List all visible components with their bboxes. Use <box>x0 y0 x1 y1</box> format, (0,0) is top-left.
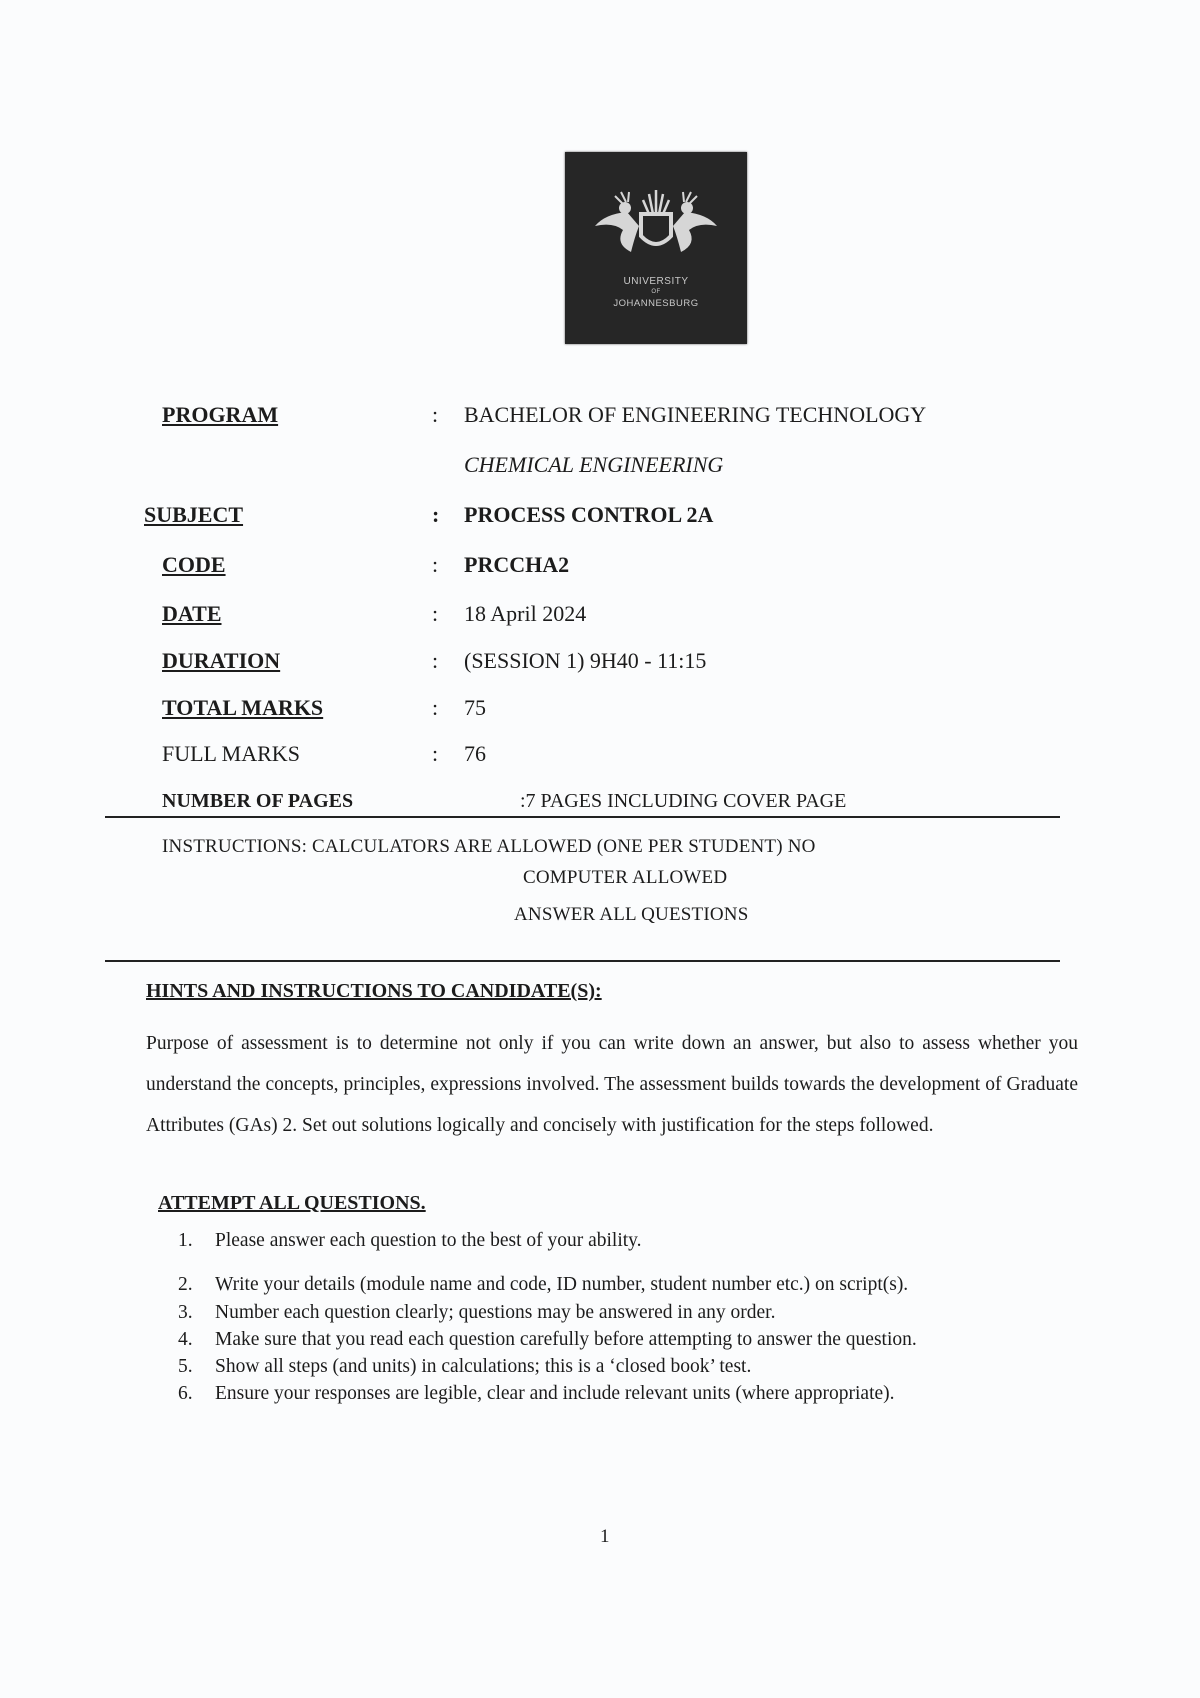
code-row <box>0 550 1200 580</box>
list-item: 5. Show all steps (and units) in calculations; this is a ‘closed book’ test. <box>178 1356 752 1377</box>
list-item: 6. Ensure your responses are legible, clear and include relevant units (where appropriate). <box>178 1383 895 1404</box>
total-marks-value: 75 <box>464 695 486 720</box>
hints-heading: HINTS AND INSTRUCTIONS TO CANDIDATE(S): <box>146 980 602 1002</box>
full-marks-label: FULL MARKS <box>162 741 300 766</box>
duration-value: (SESSION 1) 9H40 - 11:15 <box>464 648 707 673</box>
duration-row <box>0 646 1200 676</box>
colon: : <box>432 402 439 427</box>
colon: : <box>432 741 439 766</box>
subject-row <box>0 500 1200 530</box>
colon: : <box>432 502 440 527</box>
attempt-heading: ATTEMPT ALL QUESTIONS. <box>158 1192 426 1214</box>
full-marks-value: 76 <box>464 741 486 766</box>
logo-text-line1: UNIVERSITY <box>623 276 689 287</box>
divider-bottom <box>105 960 1060 962</box>
hints-paragraph: Purpose of assessment is to determine not only if you can write down an answer, but also to assess whether you understand the concepts, principles, expressions involved. The assessment builds towards the development of Graduate Attributes (GAs) 2. Set out solutions logically and concisely with justification for the steps followed. <box>146 1033 1078 1136</box>
program-label: PROGRAM <box>162 402 279 427</box>
colon: : <box>432 648 439 673</box>
page-number: 1 <box>600 1526 610 1547</box>
university-crest-icon <box>565 152 747 344</box>
full-marks-row <box>0 739 1200 769</box>
pages-value: :7 PAGES INCLUDING COVER PAGE <box>520 790 847 812</box>
list-item: 1. Please answer each question to the best of your ability. <box>178 1230 642 1251</box>
program-row <box>0 400 1200 430</box>
code-label: CODE <box>162 552 226 577</box>
divider-top <box>105 816 1060 818</box>
instructions-line3: ANSWER ALL QUESTIONS <box>514 904 749 925</box>
instructions-line2: COMPUTER ALLOWED <box>523 867 728 888</box>
colon: : <box>432 695 439 720</box>
instructions-line1: INSTRUCTIONS: CALCULATORS ARE ALLOWED (ONE PER STUDENT) NO <box>162 836 816 857</box>
date-row <box>0 599 1200 629</box>
list-item: 2. Write your details (module name and code, ID number, student number etc.) on script(s). <box>178 1274 909 1295</box>
program-value: BACHELOR OF ENGINEERING TECHNOLOGY <box>464 402 927 427</box>
list-item: 3. Number each question clearly; questions may be answered in any order. <box>178 1302 776 1323</box>
date-label: DATE <box>162 601 222 626</box>
colon: : <box>432 601 439 626</box>
colon: : <box>432 552 439 577</box>
total-marks-row <box>0 693 1200 723</box>
logo-text-line2: OF <box>651 289 661 295</box>
date-value: 18 April 2024 <box>464 601 587 626</box>
total-marks-label: TOTAL MARKS <box>162 695 324 720</box>
logo-text-line3: JOHANNESBURG <box>613 298 699 309</box>
subject-value: PROCESS CONTROL 2A <box>464 502 714 527</box>
duration-label: DURATION <box>162 648 281 673</box>
list-item: 4. Make sure that you read each question carefully before attempting to answer the question. <box>178 1329 917 1350</box>
program-subtitle: CHEMICAL ENGINEERING <box>464 452 724 477</box>
pages-label: NUMBER OF PAGES <box>162 790 354 812</box>
program-sub-row <box>0 450 1200 480</box>
code-value: PRCCHA2 <box>464 552 570 577</box>
university-logo <box>565 152 747 344</box>
subject-label: SUBJECT <box>144 502 244 527</box>
pages-row <box>0 786 1200 816</box>
